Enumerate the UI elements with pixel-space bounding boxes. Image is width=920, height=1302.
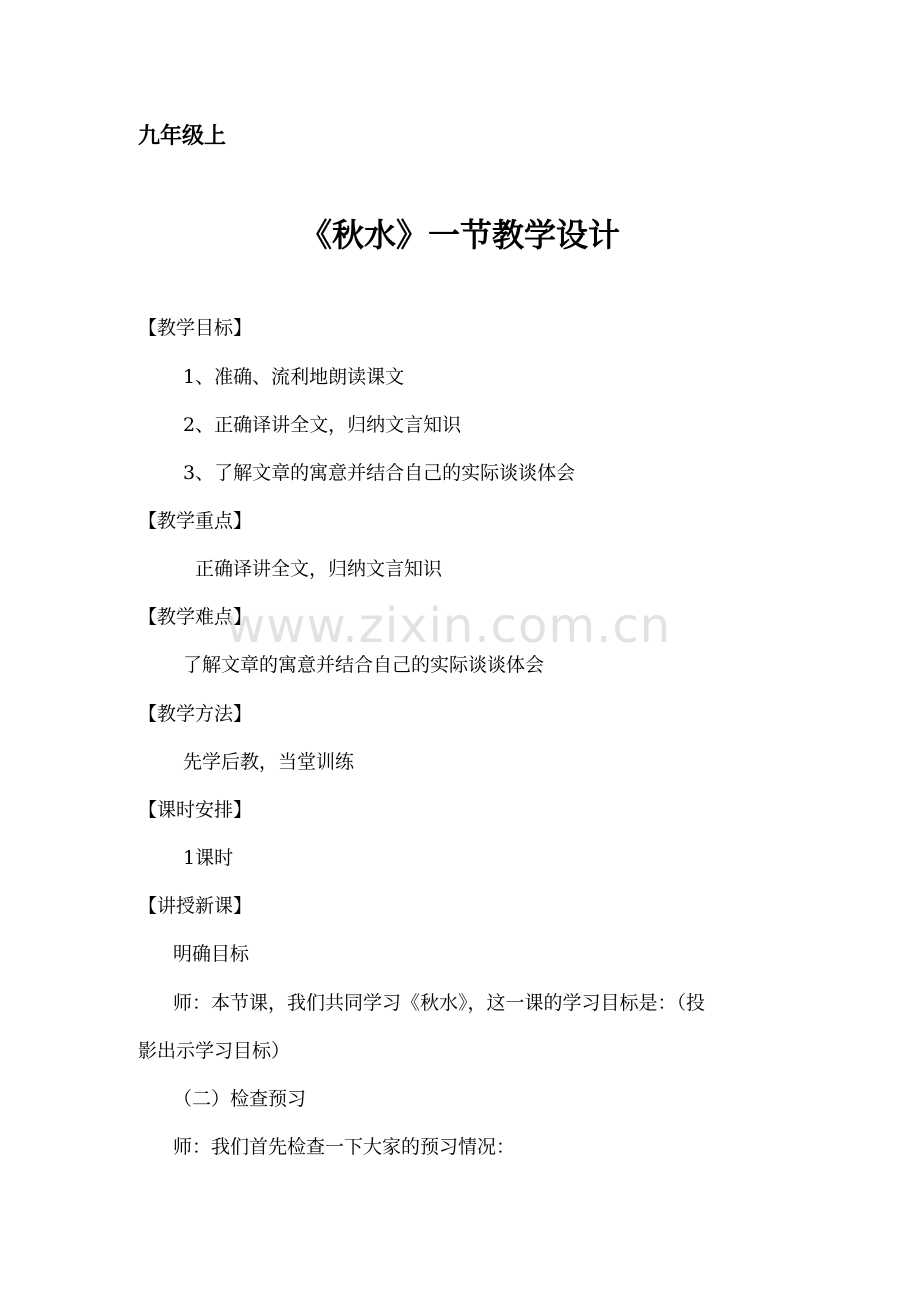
objective-item-2: 2、正确译讲全文，归纳文言知识 bbox=[183, 414, 462, 436]
objective-item-1: 1、准确、流利地朗读课文 bbox=[183, 366, 405, 388]
schedule-text: 1课时 bbox=[183, 847, 234, 869]
schedule-heading: 【课时安排】 bbox=[138, 799, 253, 821]
watermark: www.zixin.com.cn bbox=[226, 598, 672, 654]
new-lesson-step-2: （二）检查预习 bbox=[173, 1088, 307, 1110]
document-title: 《秋水》一节教学设计 bbox=[299, 216, 620, 254]
method-heading: 【教学方法】 bbox=[138, 703, 253, 725]
objective-item-3: 3、了解文章的寓意并结合自己的实际谈谈体会 bbox=[183, 462, 576, 484]
teacher-line-1: 师：本节课，我们共同学习《秋水》，这一课的学习目标是：（投 bbox=[173, 992, 706, 1014]
difficulties-heading: 【教学难点】 bbox=[138, 606, 253, 628]
grade-label: 九年级上 bbox=[138, 124, 227, 149]
new-lesson-heading: 【讲授新课】 bbox=[138, 895, 253, 917]
objectives-heading: 【教学目标】 bbox=[138, 317, 253, 339]
teacher-line-1-continued: 影出示学习目标） bbox=[138, 1040, 291, 1062]
key-points-text: 正确译讲全文，归纳文言知识 bbox=[195, 558, 443, 580]
new-lesson-step-1: 明确目标 bbox=[173, 943, 250, 965]
difficulties-text: 了解文章的寓意并结合自己的实际谈谈体会 bbox=[183, 654, 545, 676]
teacher-line-2: 师：我们首先检查一下大家的预习情况： bbox=[173, 1136, 516, 1158]
method-text: 先学后教，当堂训练 bbox=[183, 751, 355, 773]
key-points-heading: 【教学重点】 bbox=[138, 510, 253, 532]
